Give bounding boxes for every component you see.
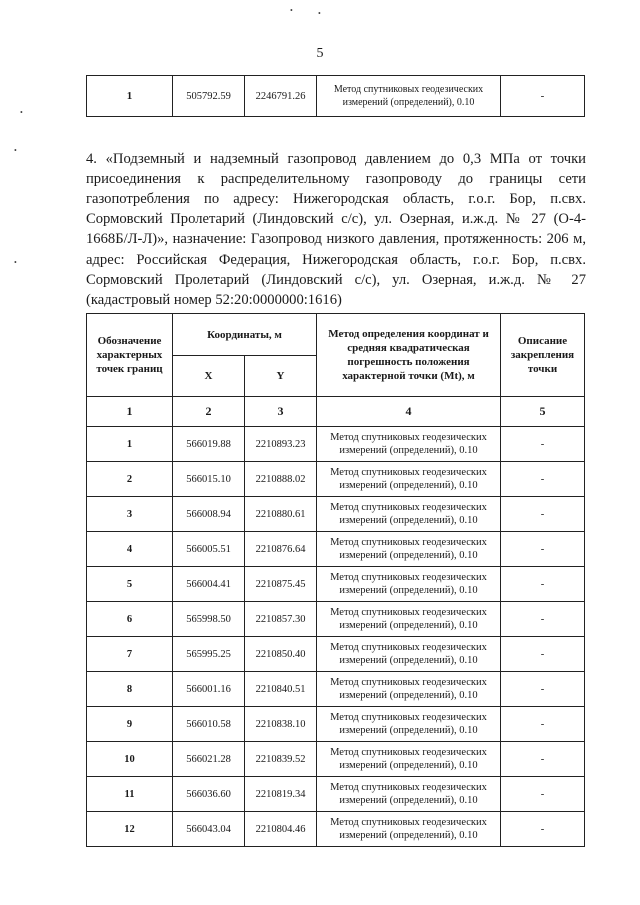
table-row (87, 602, 585, 637)
header-y: Y (245, 356, 317, 397)
point-cell: 4 (87, 532, 173, 567)
description-cell: - (501, 812, 585, 847)
x-cell: 566008.94 (173, 497, 245, 532)
method-cell: Метод спутниковых геодезических измерений (определений), 0.10 (317, 777, 501, 812)
x-cell: 566015.10 (173, 462, 245, 497)
x-cell: 566019.88 (173, 427, 245, 462)
method-cell: Метод спутниковых геодезических измерений (определений), 0.10 (317, 602, 501, 637)
method-cell: Метод спутниковых геодезических измерений (определений), 0.10 (317, 76, 501, 117)
method-cell: Метод спутниковых геодезических измерений (определений), 0.10 (317, 637, 501, 672)
object-description-paragraph: 4. «Подземный и надземный газопровод давлением до 0,3 МПа от точки присоединения к распределительному газопроводу до границы сети газопотребления по адресу: Нижегородская область, г.о.г. Бор, п.свх. Сормовский Пролетарий (Линдовский с/с), ул. Озерная, и.ж.д. № 27 (О-4-1668Б/Л-Л)», назначение: Газопровод низкого давления, протяженность: 206 м, адрес: Российская Федерация, Нижегородская область, г.о.г. Бор, п.свх. Сормовский Пролетарий (Линдовский с/с), ул. Озерная, и.ж.д. № 27 (кадастровый номер 52:20:0000000:1616) (86, 150, 586, 309)
description-cell: - (501, 76, 585, 117)
x-cell: 565998.50 (173, 602, 245, 637)
method-cell: Метод спутниковых геодезических измерений (определений), 0.10 (317, 812, 501, 847)
scan-dot-mark: • (20, 108, 23, 117)
y-cell: 2210876.64 (245, 532, 317, 567)
coordinates-table-continuation (86, 75, 585, 117)
description-cell: - (501, 567, 585, 602)
column-number: 5 (501, 397, 585, 427)
point-cell: 1 (87, 76, 173, 117)
y-cell: 2210804.46 (245, 812, 317, 847)
x-cell: 566036.60 (173, 777, 245, 812)
table-row (87, 777, 585, 812)
y-cell: 2210850.40 (245, 637, 317, 672)
table-body (87, 427, 585, 847)
method-cell: Метод спутниковых геодезических измерений (определений), 0.10 (317, 462, 501, 497)
description-cell: - (501, 672, 585, 707)
description-cell: - (501, 427, 585, 462)
method-cell: Метод спутниковых геодезических измерений (определений), 0.10 (317, 532, 501, 567)
x-cell: 505792.59 (173, 76, 245, 117)
scan-dot-mark: • (14, 258, 17, 267)
point-cell: 2 (87, 462, 173, 497)
scan-dot-mark: • (290, 6, 293, 15)
y-cell: 2210888.02 (245, 462, 317, 497)
description-cell: - (501, 707, 585, 742)
point-cell: 7 (87, 637, 173, 672)
x-cell: 566043.04 (173, 812, 245, 847)
table-row (87, 567, 585, 602)
column-number: 4 (317, 397, 501, 427)
scan-dot-mark: • (318, 9, 321, 18)
table-header-row (87, 314, 585, 356)
table-row (87, 812, 585, 847)
description-cell: - (501, 462, 585, 497)
method-cell: Метод спутниковых геодезических измерений (определений), 0.10 (317, 567, 501, 602)
x-cell: 566005.51 (173, 532, 245, 567)
y-cell: 2210880.61 (245, 497, 317, 532)
point-cell: 5 (87, 567, 173, 602)
table-row (87, 76, 585, 117)
header-method: Метод определения координат и средняя квадратическая погрешность положения характерной точки (Mt), м (317, 314, 501, 397)
method-cell: Метод спутниковых геодезических измерений (определений), 0.10 (317, 672, 501, 707)
x-cell: 565995.25 (173, 637, 245, 672)
y-cell: 2210875.45 (245, 567, 317, 602)
x-cell: 566004.41 (173, 567, 245, 602)
point-cell: 8 (87, 672, 173, 707)
x-cell: 566001.16 (173, 672, 245, 707)
point-cell: 11 (87, 777, 173, 812)
point-cell: 6 (87, 602, 173, 637)
table-row (87, 742, 585, 777)
description-cell: - (501, 742, 585, 777)
y-cell: 2210857.30 (245, 602, 317, 637)
y-cell: 2210838.10 (245, 707, 317, 742)
table-row (87, 497, 585, 532)
description-cell: - (501, 497, 585, 532)
description-cell: - (501, 532, 585, 567)
header-description: Описание закрепления точки (501, 314, 585, 397)
x-cell: 566010.58 (173, 707, 245, 742)
y-cell: 2210893.23 (245, 427, 317, 462)
y-cell: 2210839.52 (245, 742, 317, 777)
x-cell: 566021.28 (173, 742, 245, 777)
scan-dot-mark: • (14, 146, 17, 155)
y-cell: 2246791.26 (245, 76, 317, 117)
table-row (87, 427, 585, 462)
table-row (87, 707, 585, 742)
description-cell: - (501, 777, 585, 812)
header-x: X (173, 356, 245, 397)
header-point: Обозначение характерных точек границ (87, 314, 173, 397)
column-number: 2 (173, 397, 245, 427)
y-cell: 2210840.51 (245, 672, 317, 707)
point-cell: 9 (87, 707, 173, 742)
method-cell: Метод спутниковых геодезических измерений (определений), 0.10 (317, 497, 501, 532)
column-number-row (87, 397, 585, 427)
point-cell: 1 (87, 427, 173, 462)
description-cell: - (501, 602, 585, 637)
method-cell: Метод спутниковых геодезических измерений (определений), 0.10 (317, 742, 501, 777)
method-cell: Метод спутниковых геодезических измерений (определений), 0.10 (317, 427, 501, 462)
point-cell: 12 (87, 812, 173, 847)
method-cell: Метод спутниковых геодезических измерений (определений), 0.10 (317, 707, 501, 742)
coordinates-table (86, 313, 585, 847)
page-number: 5 (316, 46, 324, 61)
header-coordinates: Координаты, м (173, 314, 317, 356)
column-number: 3 (245, 397, 317, 427)
point-cell: 10 (87, 742, 173, 777)
column-number: 1 (87, 397, 173, 427)
table-row (87, 672, 585, 707)
table-row (87, 637, 585, 672)
table-row (87, 532, 585, 567)
point-cell: 3 (87, 497, 173, 532)
table-row (87, 462, 585, 497)
description-cell: - (501, 637, 585, 672)
y-cell: 2210819.34 (245, 777, 317, 812)
